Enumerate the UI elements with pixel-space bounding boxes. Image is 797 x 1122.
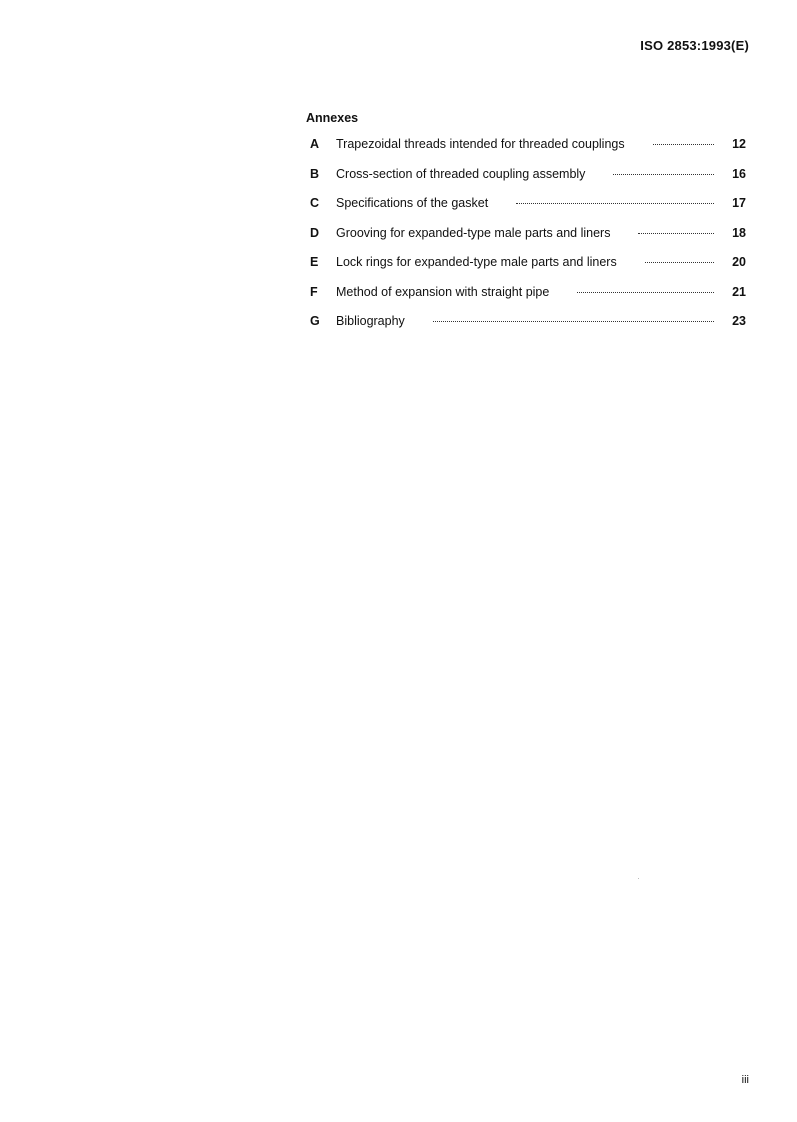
toc-leader-dots: [577, 292, 714, 293]
toc-title: Bibliography: [336, 314, 405, 328]
toc-page: 12: [732, 137, 746, 151]
toc-entry-c[interactable]: [306, 196, 748, 226]
toc-letter: G: [310, 314, 320, 328]
toc-leader-dots: [613, 174, 714, 175]
toc-title: Cross-section of threaded coupling assembly: [336, 166, 586, 181]
toc-leader-dots: [516, 203, 714, 204]
toc-entry-g[interactable]: [306, 314, 748, 344]
annexes-toc: [306, 111, 748, 344]
toc-title: Method of expansion with straight pipe: [336, 284, 550, 299]
document-id: ISO 2853:1993(E): [640, 38, 749, 53]
toc-page: 17: [732, 196, 746, 210]
toc-title: Specifications of the gasket: [336, 196, 489, 210]
toc-entry-d[interactable]: [306, 226, 748, 256]
toc-leader-dots: [645, 262, 714, 263]
toc-letter: E: [310, 255, 319, 269]
page-number: iii: [741, 1074, 749, 1086]
toc-page: 16: [732, 166, 746, 181]
toc-letter: D: [310, 225, 320, 240]
toc-leader-dots: [653, 144, 714, 145]
scan-speck: [638, 878, 639, 879]
toc-page: 23: [732, 314, 746, 328]
toc-letter: F: [310, 284, 318, 299]
toc-entry-f[interactable]: [306, 285, 748, 315]
toc-entry-e[interactable]: [306, 255, 748, 285]
toc-entry-a[interactable]: [306, 137, 748, 167]
toc-page: 20: [732, 255, 746, 269]
toc-title: Lock rings for expanded-type male parts and liners: [336, 255, 617, 269]
toc-title: Grooving for expanded-type male parts and liners: [336, 225, 611, 240]
toc-entry-b[interactable]: [306, 167, 748, 197]
toc-leader-dots: [433, 321, 714, 322]
toc-title: Trapezoidal threads intended for threaded couplings: [336, 137, 625, 151]
toc-letter: C: [310, 196, 320, 210]
toc-letter: B: [310, 166, 320, 181]
toc-leader-dots: [638, 233, 714, 234]
annexes-heading: Annexes: [306, 111, 359, 125]
toc-letter: A: [310, 137, 320, 151]
toc-page: 21: [732, 284, 746, 299]
toc-page: 18: [732, 225, 746, 240]
